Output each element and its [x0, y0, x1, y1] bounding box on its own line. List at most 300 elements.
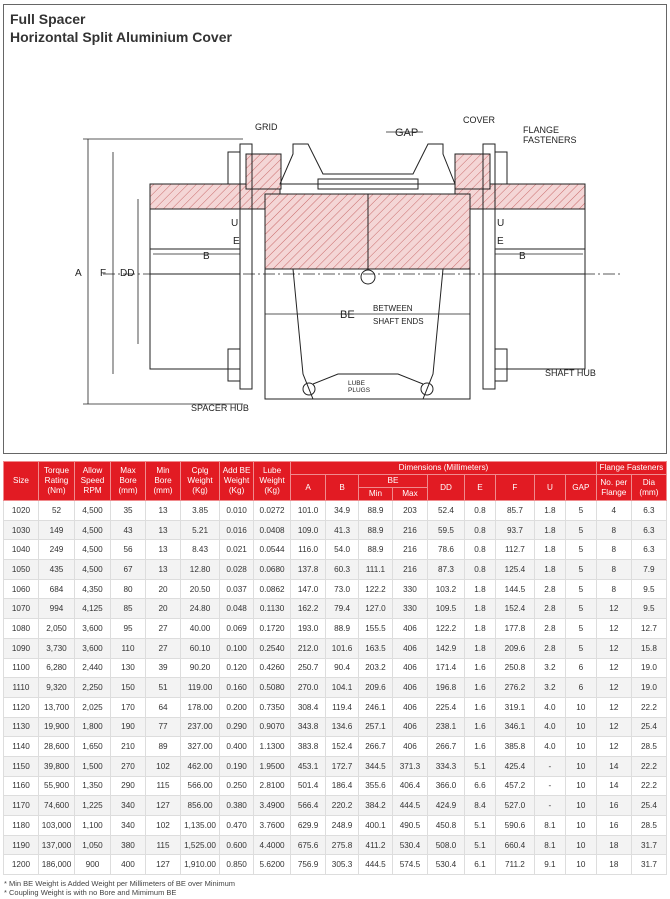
- table-cell: 5.1: [465, 835, 496, 855]
- table-cell: 2.8100: [254, 776, 291, 796]
- table-cell: 1050: [4, 560, 39, 580]
- table-cell: 102: [146, 816, 181, 836]
- table-cell: 209.6: [495, 638, 534, 658]
- table-cell: 566.4: [291, 796, 326, 816]
- label-e-right: E: [497, 236, 504, 247]
- footnote-2: * Coupling Weight is with no Bore and Mimimum BE: [4, 888, 177, 897]
- table-row: [4, 855, 667, 875]
- table-cell: 127.0: [359, 599, 393, 619]
- table-cell: 0.8: [465, 560, 496, 580]
- table-cell: 0.048: [220, 599, 254, 619]
- table-cell: 144.5: [495, 579, 534, 599]
- table-cell: 1190: [4, 835, 39, 855]
- table-cell: 79.4: [326, 599, 359, 619]
- table-cell: 0.120: [220, 658, 254, 678]
- table-cell: 8: [596, 520, 631, 540]
- table-cell: 12: [596, 717, 631, 737]
- table-cell: 406: [392, 638, 427, 658]
- table-cell: 88.9: [359, 540, 393, 560]
- table-cell: 19,900: [38, 717, 74, 737]
- table-cell: 22.2: [631, 756, 666, 776]
- table-cell: 24.80: [180, 599, 219, 619]
- table-cell: 406: [392, 678, 427, 698]
- table-cell: 13: [146, 560, 181, 580]
- table-cell: 137.8: [291, 560, 326, 580]
- table-cell: 5: [565, 520, 596, 540]
- table-cell: 435: [38, 560, 74, 580]
- table-row: [4, 520, 667, 540]
- th-max-bore: Max Bore (mm): [111, 462, 146, 501]
- table-cell: 90.4: [326, 658, 359, 678]
- footnote-1: * Min BE Weight is Added Weight per Millimeters of BE over Minimum: [4, 879, 236, 888]
- table-cell: 171.4: [427, 658, 464, 678]
- table-cell: 8.1: [534, 816, 565, 836]
- table-cell: 43: [111, 520, 146, 540]
- table-cell: 0.5080: [254, 678, 291, 698]
- table-cell: 12.80: [180, 560, 219, 580]
- table-cell: 4.4000: [254, 835, 291, 855]
- table-cell: 383.8: [291, 737, 326, 757]
- table-cell: 9,320: [38, 678, 74, 698]
- table-cell: 1,525.00: [180, 835, 219, 855]
- flange-bolt-left: [246, 154, 281, 189]
- table-cell: 0.9070: [254, 717, 291, 737]
- th-b: B: [326, 475, 359, 501]
- table-cell: 39: [146, 658, 181, 678]
- table-cell: 1,500: [75, 756, 111, 776]
- table-cell: 1030: [4, 520, 39, 540]
- table-cell: 490.5: [392, 816, 427, 836]
- table-cell: 12: [596, 638, 631, 658]
- table-cell: 112.7: [495, 540, 534, 560]
- table-cell: 85.7: [495, 501, 534, 521]
- table-cell: 137,000: [38, 835, 74, 855]
- label-shaft-hub: SHAFT HUB: [545, 368, 596, 378]
- table-cell: 1.6: [465, 697, 496, 717]
- table-cell: 13: [146, 501, 181, 521]
- table-cell: 6.6: [465, 776, 496, 796]
- table-cell: 355.6: [359, 776, 393, 796]
- table-row: [4, 776, 667, 796]
- table-cell: 319.1: [495, 697, 534, 717]
- label-f: F: [100, 268, 107, 279]
- table-row: [4, 599, 667, 619]
- table-cell: 35: [111, 501, 146, 521]
- table-cell: 756.9: [291, 855, 326, 875]
- table-cell: 1130: [4, 717, 39, 737]
- table-cell: 400.1: [359, 816, 393, 836]
- table-cell: 530.4: [392, 835, 427, 855]
- table-cell: 0.0272: [254, 501, 291, 521]
- label-dd: DD: [120, 268, 135, 279]
- table-cell: 0.200: [220, 697, 254, 717]
- table-cell: 462.00: [180, 756, 219, 776]
- label-lube: LUBE: [348, 380, 365, 387]
- table-cell: 0.2540: [254, 638, 291, 658]
- table-cell: 238.1: [427, 717, 464, 737]
- table-cell: 110: [111, 638, 146, 658]
- table-cell: 1120: [4, 697, 39, 717]
- table-cell: 142.9: [427, 638, 464, 658]
- table-cell: 4.0: [534, 697, 565, 717]
- th-dia: Dia (mm): [631, 475, 666, 501]
- table-cell: 266.7: [359, 737, 393, 757]
- table-cell: 80: [111, 579, 146, 599]
- table-cell: 2,440: [75, 658, 111, 678]
- table-cell: 93.7: [495, 520, 534, 540]
- table-cell: 9.1: [534, 855, 565, 875]
- table-row: [4, 678, 667, 698]
- table-cell: 400: [111, 855, 146, 875]
- table-cell: 0.028: [220, 560, 254, 580]
- table-row: [4, 501, 667, 521]
- th-cplg-weight: Cplg Weight (Kg): [180, 462, 219, 501]
- table-cell: 7.9: [631, 560, 666, 580]
- table-cell: 530.4: [427, 855, 464, 875]
- table-cell: 193.0: [291, 619, 326, 639]
- table-cell: 67: [111, 560, 146, 580]
- th-add-be: Add BE Weight (Kg): [220, 462, 254, 501]
- table-cell: 246.1: [359, 697, 393, 717]
- table-cell: 450.8: [427, 816, 464, 836]
- label-e-left: E: [233, 236, 240, 247]
- table-cell: 8.1: [534, 835, 565, 855]
- table-cell: 109.0: [291, 520, 326, 540]
- table-cell: 2,250: [75, 678, 111, 698]
- label-b-right: B: [519, 251, 526, 262]
- th-speed: Allow Speed RPM: [75, 462, 111, 501]
- table-cell: 16: [596, 816, 631, 836]
- table-cell: 5: [565, 579, 596, 599]
- table-row: [4, 737, 667, 757]
- table-cell: 19.0: [631, 678, 666, 698]
- table-cell: 1.8: [534, 501, 565, 521]
- table-cell: 5.21: [180, 520, 219, 540]
- table-cell: 994: [38, 599, 74, 619]
- table-cell: 115: [146, 776, 181, 796]
- table-cell: 5: [565, 599, 596, 619]
- table-cell: 25.4: [631, 796, 666, 816]
- table-cell: 10: [565, 855, 596, 875]
- table-cell: 425.4: [495, 756, 534, 776]
- table-cell: 248.9: [326, 816, 359, 836]
- table-cell: 4,350: [75, 579, 111, 599]
- table-cell: 64: [146, 697, 181, 717]
- table-cell: 102: [146, 756, 181, 776]
- table-cell: 1060: [4, 579, 39, 599]
- table-cell: 152.4: [495, 599, 534, 619]
- table-cell: 1.8: [465, 619, 496, 639]
- table-cell: 10: [565, 816, 596, 836]
- table-cell: 155.5: [359, 619, 393, 639]
- table-cell: 0.7350: [254, 697, 291, 717]
- table-cell: 1090: [4, 638, 39, 658]
- table-cell: 10: [565, 717, 596, 737]
- table-cell: 60.3: [326, 560, 359, 580]
- th-flange-fasteners: Flange Fasteners: [596, 462, 666, 475]
- table-cell: 1.8: [534, 520, 565, 540]
- table-cell: 1020: [4, 501, 39, 521]
- lower-cover: [293, 269, 443, 399]
- table-cell: 149: [38, 520, 74, 540]
- table-cell: 6,280: [38, 658, 74, 678]
- table-cell: 237.00: [180, 717, 219, 737]
- table-cell: 1,100: [75, 816, 111, 836]
- table-cell: 0.0680: [254, 560, 291, 580]
- table-cell: 508.0: [427, 835, 464, 855]
- footnotes: [4, 879, 235, 897]
- table-cell: 380: [111, 835, 146, 855]
- table-cell: 209.6: [359, 678, 393, 698]
- table-cell: 31.7: [631, 855, 666, 875]
- table-cell: 150: [111, 678, 146, 698]
- table-cell: 6: [565, 678, 596, 698]
- table-cell: 90.20: [180, 658, 219, 678]
- table-cell: 1.6: [465, 737, 496, 757]
- th-be: BE: [359, 475, 428, 488]
- table-cell: 590.6: [495, 816, 534, 836]
- table-cell: 28,600: [38, 737, 74, 757]
- table-cell: 5: [565, 540, 596, 560]
- table-cell: 1.9500: [254, 756, 291, 776]
- table-cell: 15.8: [631, 638, 666, 658]
- table-cell: 8.43: [180, 540, 219, 560]
- table-cell: 13,700: [38, 697, 74, 717]
- table-row: [4, 579, 667, 599]
- table-cell: 5.6200: [254, 855, 291, 875]
- table-cell: 40.00: [180, 619, 219, 639]
- table-cell: 77: [146, 717, 181, 737]
- table-cell: 101.6: [326, 638, 359, 658]
- table-cell: 384.2: [359, 796, 393, 816]
- table-cell: 3,600: [75, 638, 111, 658]
- table-cell: 5: [565, 619, 596, 639]
- table-cell: 9.5: [631, 579, 666, 599]
- table-cell: 116.0: [291, 540, 326, 560]
- th-a: A: [291, 475, 326, 501]
- label-shaft-ends: SHAFT ENDS: [373, 317, 424, 326]
- table-cell: 660.4: [495, 835, 534, 855]
- table-cell: 1150: [4, 756, 39, 776]
- table-cell: 20.50: [180, 579, 219, 599]
- table-cell: 566.00: [180, 776, 219, 796]
- table-cell: 34.9: [326, 501, 359, 521]
- table-cell: 31.7: [631, 835, 666, 855]
- table-cell: 0.470: [220, 816, 254, 836]
- table-cell: 270.0: [291, 678, 326, 698]
- table-cell: 0.069: [220, 619, 254, 639]
- table-cell: 12: [596, 619, 631, 639]
- table-cell: 3,600: [75, 619, 111, 639]
- table-cell: 89: [146, 737, 181, 757]
- table-cell: 4: [596, 501, 631, 521]
- table-cell: 406: [392, 717, 427, 737]
- table-cell: 5: [565, 560, 596, 580]
- table-cell: 8: [596, 540, 631, 560]
- th-no-per-flange: No. per Flange: [596, 475, 631, 501]
- table-cell: 212.0: [291, 638, 326, 658]
- table-cell: 1.6: [465, 678, 496, 698]
- table-cell: 216: [392, 520, 427, 540]
- table-cell: 1180: [4, 816, 39, 836]
- table-cell: 178.00: [180, 697, 219, 717]
- table-cell: 3.7600: [254, 816, 291, 836]
- table-cell: 275.8: [326, 835, 359, 855]
- table-cell: 5.1: [465, 756, 496, 776]
- table-cell: 4,500: [75, 540, 111, 560]
- table-cell: 14: [596, 756, 631, 776]
- table-cell: 130: [111, 658, 146, 678]
- table-cell: -: [534, 756, 565, 776]
- table-cell: 101.0: [291, 501, 326, 521]
- table-cell: 0.250: [220, 776, 254, 796]
- table-cell: 0.600: [220, 835, 254, 855]
- table-cell: 276.2: [495, 678, 534, 698]
- table-cell: 334.3: [427, 756, 464, 776]
- table-cell: 0.850: [220, 855, 254, 875]
- table-row: [4, 697, 667, 717]
- table-cell: 1040: [4, 540, 39, 560]
- table-row: [4, 619, 667, 639]
- table-cell: 203.2: [359, 658, 393, 678]
- table-cell: 0.016: [220, 520, 254, 540]
- table-cell: 186,000: [38, 855, 74, 875]
- table-cell: 59.5: [427, 520, 464, 540]
- cover-outline: [280, 144, 455, 184]
- table-cell: 127: [146, 855, 181, 875]
- table-cell: 1.8: [534, 540, 565, 560]
- th-e: E: [465, 475, 496, 501]
- table-cell: 340: [111, 796, 146, 816]
- table-cell: 574.5: [392, 855, 427, 875]
- table-cell: 12.7: [631, 619, 666, 639]
- table-cell: 250.7: [291, 658, 326, 678]
- table-cell: 2,050: [38, 619, 74, 639]
- table-cell: 12: [596, 697, 631, 717]
- table-cell: 684: [38, 579, 74, 599]
- label-plugs: PLUGS: [348, 387, 371, 394]
- table-cell: 6.3: [631, 501, 666, 521]
- table-cell: 19.0: [631, 658, 666, 678]
- table-cell: 52: [38, 501, 74, 521]
- shaft-hub-right: [495, 184, 585, 369]
- table-cell: 74,600: [38, 796, 74, 816]
- table-cell: 266.7: [427, 737, 464, 757]
- table-cell: 371.3: [392, 756, 427, 776]
- table-cell: 2.8: [534, 638, 565, 658]
- table-cell: 14: [596, 776, 631, 796]
- table-cell: 527.0: [495, 796, 534, 816]
- table-row: [4, 835, 667, 855]
- table-cell: 147.0: [291, 579, 326, 599]
- table-cell: 1.6: [465, 658, 496, 678]
- table-cell: 210: [111, 737, 146, 757]
- table-cell: 73.0: [326, 579, 359, 599]
- table-cell: 385.8: [495, 737, 534, 757]
- table-cell: 0.8: [465, 540, 496, 560]
- table-row: [4, 816, 667, 836]
- table-cell: 190: [111, 717, 146, 737]
- table-cell: 305.3: [326, 855, 359, 875]
- table-cell: 406.4: [392, 776, 427, 796]
- table-cell: 343.8: [291, 717, 326, 737]
- table-cell: 163.5: [359, 638, 393, 658]
- table-cell: 330: [392, 599, 427, 619]
- table-cell: 1,350: [75, 776, 111, 796]
- table-cell: 9.5: [631, 599, 666, 619]
- table-cell: 711.2: [495, 855, 534, 875]
- table-cell: 453.1: [291, 756, 326, 776]
- table-cell: 856.00: [180, 796, 219, 816]
- table-cell: 1,225: [75, 796, 111, 816]
- table-row: [4, 796, 667, 816]
- table-cell: 1,050: [75, 835, 111, 855]
- th-torque: Torque Rating (Nm): [38, 462, 74, 501]
- table-cell: 1,135.00: [180, 816, 219, 836]
- table-cell: 56: [111, 540, 146, 560]
- label-u-left: U: [231, 218, 239, 229]
- table-cell: 4.0: [534, 737, 565, 757]
- table-cell: 5: [565, 638, 596, 658]
- table-cell: 16: [596, 796, 631, 816]
- table-cell: 12: [596, 737, 631, 757]
- label-spacer-hub: SPACER HUB: [191, 403, 249, 413]
- label-be: BE: [340, 309, 355, 321]
- table-cell: 0.0544: [254, 540, 291, 560]
- table-cell: 1140: [4, 737, 39, 757]
- table-cell: 78.6: [427, 540, 464, 560]
- table-cell: 22.2: [631, 697, 666, 717]
- table-cell: 55,900: [38, 776, 74, 796]
- table-cell: 0.160: [220, 678, 254, 698]
- table-cell: 152.4: [326, 737, 359, 757]
- table-cell: 0.8: [465, 501, 496, 521]
- table-cell: 88.9: [326, 619, 359, 639]
- table-cell: 1,910.00: [180, 855, 219, 875]
- th-dd: DD: [427, 475, 464, 501]
- table-row: [4, 658, 667, 678]
- table-cell: 1.8: [465, 579, 496, 599]
- table-cell: 10: [565, 756, 596, 776]
- th-dimensions: Dimensions (Millimeters): [291, 462, 597, 475]
- table-cell: 2.8: [534, 599, 565, 619]
- table-cell: 119.4: [326, 697, 359, 717]
- table-cell: 10: [565, 835, 596, 855]
- table-cell: 12: [596, 678, 631, 698]
- table-cell: 0.380: [220, 796, 254, 816]
- specifications-table: [3, 461, 667, 875]
- table-body: [4, 501, 667, 875]
- table-cell: 12: [596, 658, 631, 678]
- table-cell: 203: [392, 501, 427, 521]
- table-row: [4, 638, 667, 658]
- table-cell: 1.6: [465, 717, 496, 737]
- label-u-right: U: [497, 218, 505, 229]
- table-cell: 60.10: [180, 638, 219, 658]
- label-grid: GRID: [255, 122, 278, 132]
- table-cell: 1.8: [465, 638, 496, 658]
- shaft-hub-left: [150, 184, 240, 369]
- table-cell: 103,000: [38, 816, 74, 836]
- table-cell: 249: [38, 540, 74, 560]
- table-cell: 3.4900: [254, 796, 291, 816]
- table-cell: 18: [596, 835, 631, 855]
- table-cell: 1170: [4, 796, 39, 816]
- table-cell: 134.6: [326, 717, 359, 737]
- table-row: [4, 756, 667, 776]
- table-cell: 0.037: [220, 579, 254, 599]
- table-cell: 1.8: [534, 560, 565, 580]
